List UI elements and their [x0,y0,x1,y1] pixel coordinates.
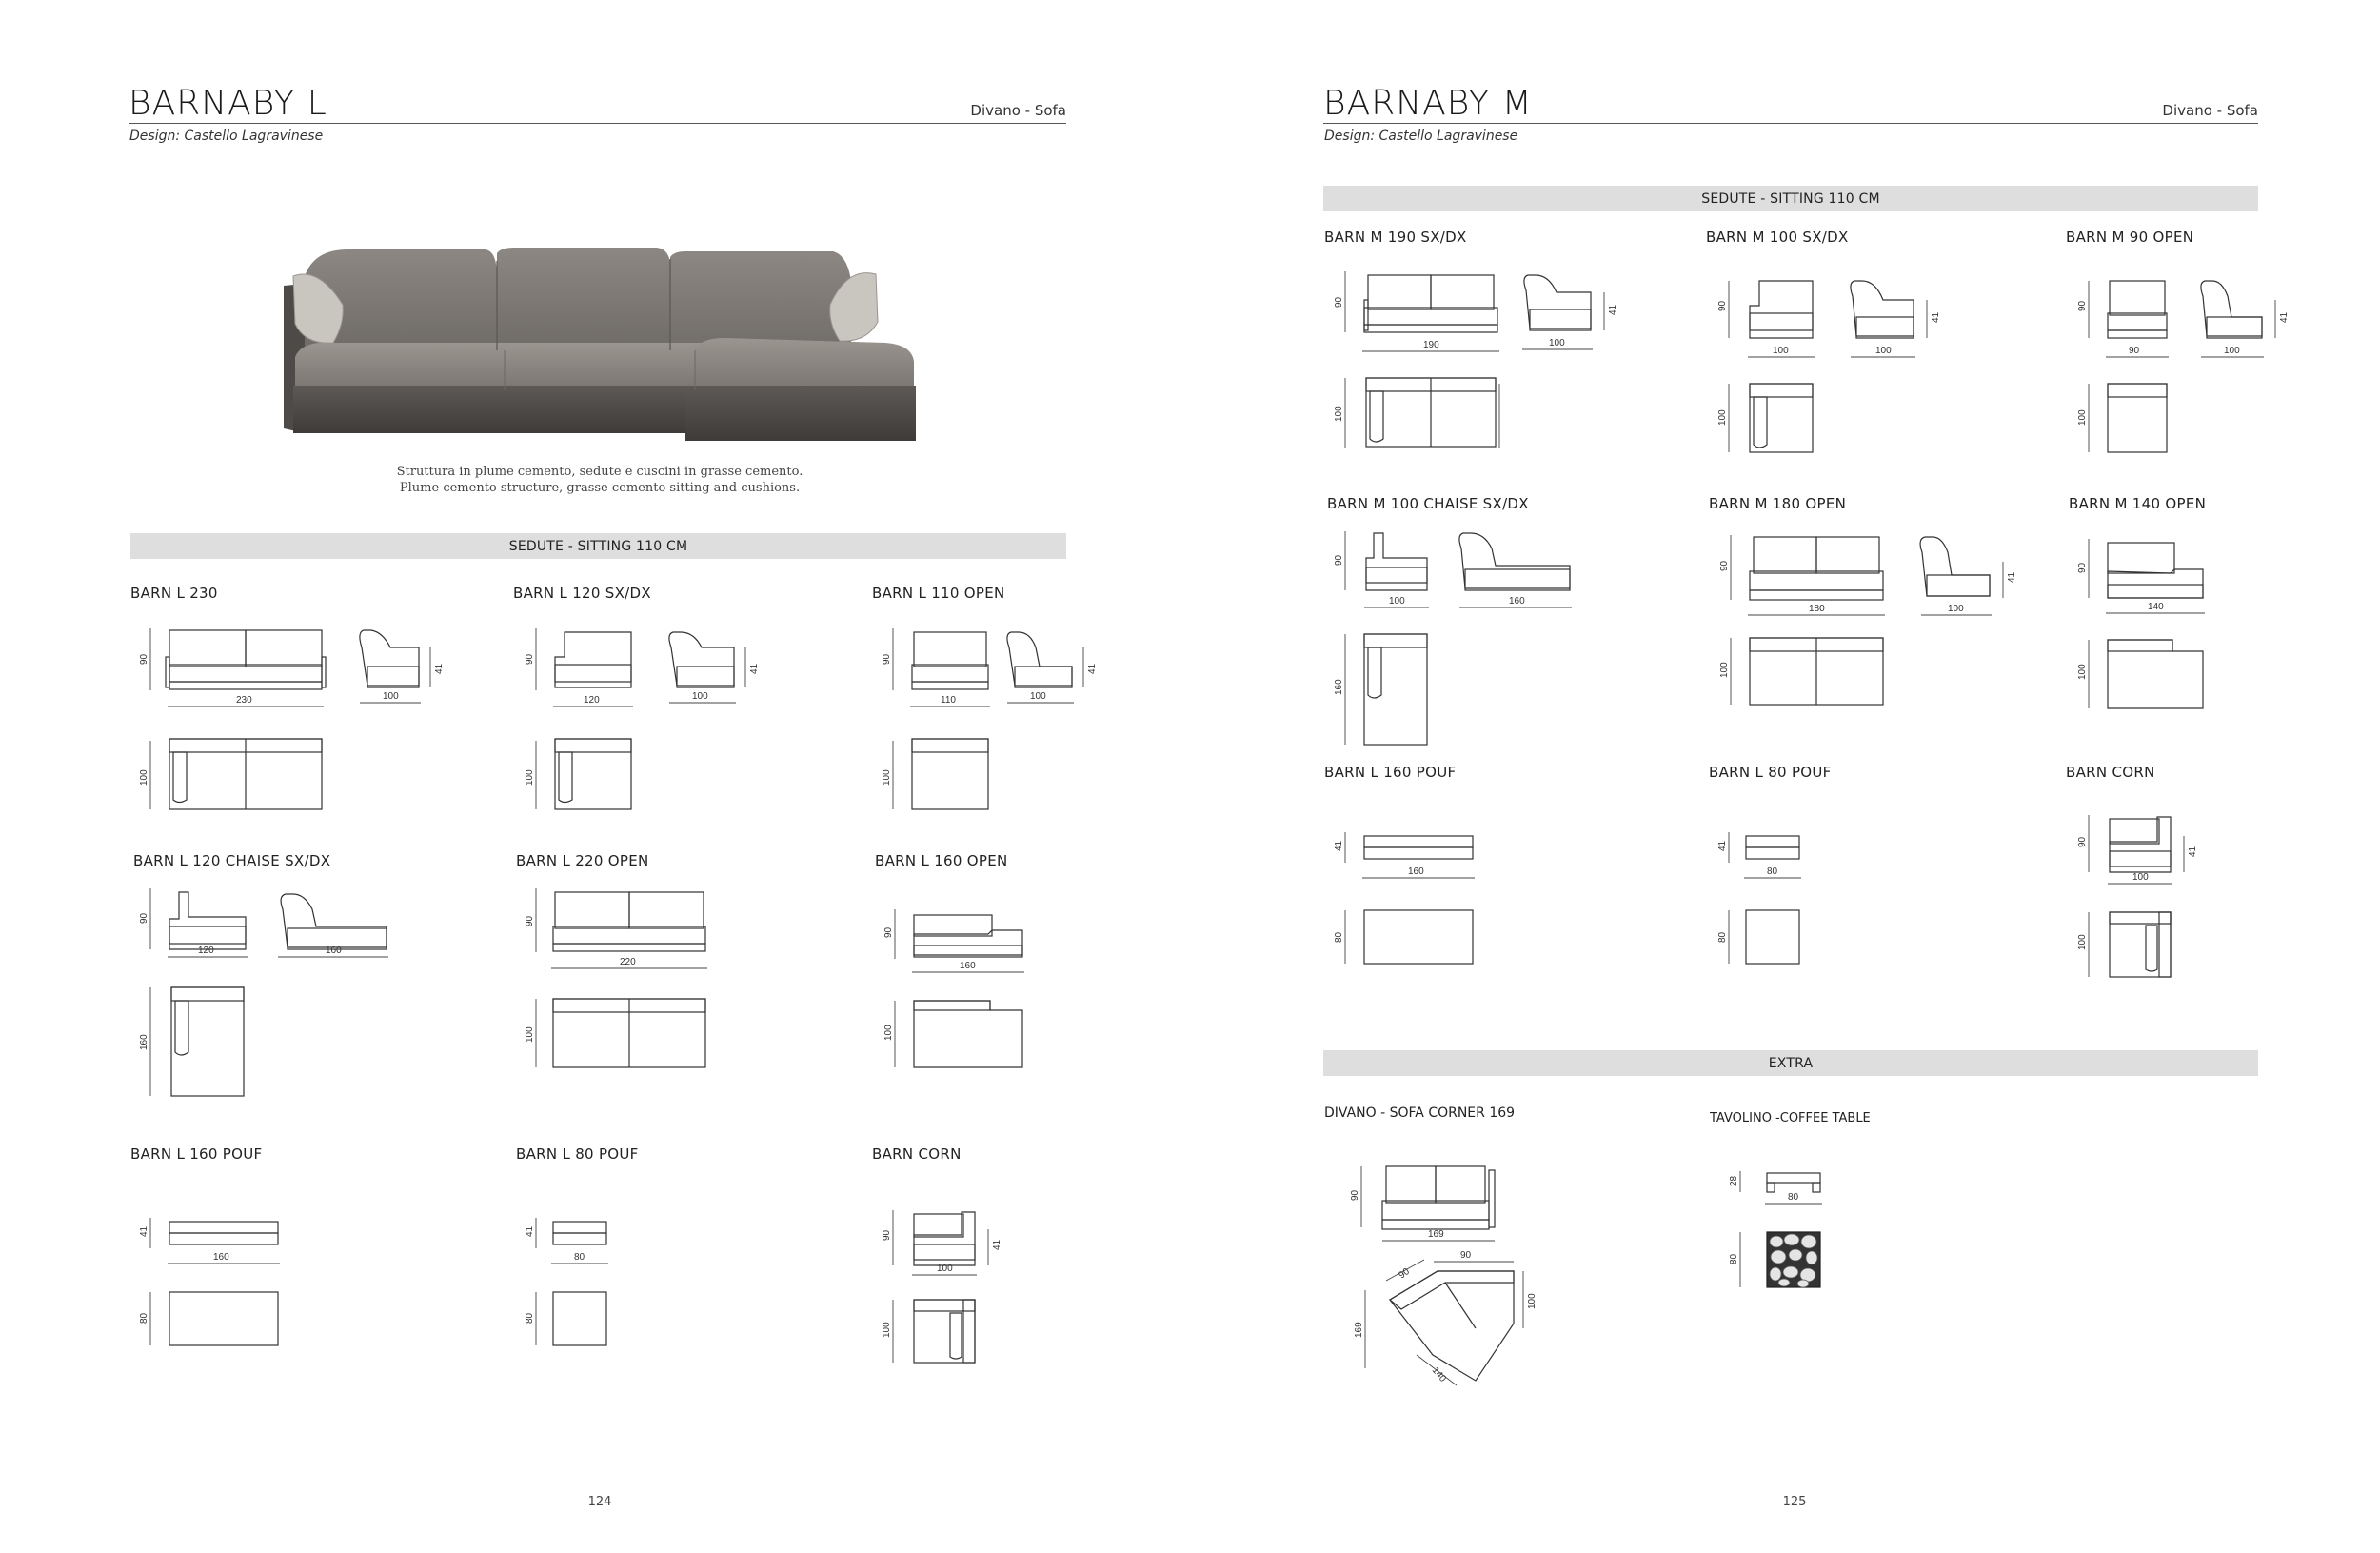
dim-label: 160 [960,961,976,971]
dim-label: 160 [213,1252,229,1263]
dim-label: 160 [1334,679,1344,695]
dim-label: 41 [434,663,445,674]
dim-label: 80 [574,1252,585,1263]
section-header-sitting: SEDUTE - SITTING 110 CM [1323,186,2258,211]
model-label: BARN L 80 POUF [516,1145,639,1163]
designer-label: Design: Castello Lagravinese [1324,129,1518,144]
dim-label: 90 [882,653,892,665]
dim-label: 100 [2224,346,2240,356]
dim-label: 90 [1717,300,1728,311]
dim-label: 190 [1423,340,1439,350]
dim-label: 180 [1809,604,1825,614]
dim-label: 90 [1350,1189,1360,1201]
dim-label: 90 [1334,554,1344,566]
page-number: 125 [1782,1495,1807,1509]
dim-label: 100 [1773,346,1789,356]
dim-label: 100 [1030,691,1046,702]
section-header-sitting: SEDUTE - SITTING 110 CM [130,533,1066,559]
dim-label: 41 [1717,840,1728,851]
dim-label: 90 [1460,1250,1472,1261]
dim-label: 100 [937,1264,953,1274]
model-label: BARN L 160 OPEN [875,852,1008,869]
dim-label: 160 [139,1034,149,1050]
dim-label: 169 [1354,1322,1364,1338]
dim-label: 100 [1717,409,1728,426]
dim-label: 100 [2077,664,2088,680]
model-label: BARN M 190 SX/DX [1324,229,1467,246]
dim-label: 41 [139,1225,149,1237]
category-label: Divano - Sofa [970,102,1066,119]
dim-label: 41 [992,1239,1002,1250]
technical-drawing [1328,524,1604,752]
model-label: BARN CORN [872,1145,962,1163]
technical-drawing [519,619,776,819]
technical-drawing [133,619,457,819]
model-label: BARN M 180 OPEN [1709,495,1847,512]
title-rule [1323,123,2258,124]
model-label: BARN L 80 POUF [1709,764,1832,781]
technical-drawing [1714,524,2037,724]
model-label: BARN L 120 SX/DX [513,585,651,602]
dim-label: 100 [525,1026,535,1043]
dim-label: 80 [1788,1192,1799,1203]
technical-drawing [876,619,1114,819]
model-label: BARN L 120 CHAISE SX/DX [133,852,331,869]
material-caption-it: Struttura in plume cemento, sedute e cuscini in grasse cemento. [396,465,803,479]
dim-label: 110 [941,695,956,706]
dim-label: 120 [584,695,600,706]
dim-label: 90 [1719,560,1730,571]
dim-label: 41 [2279,311,2290,323]
technical-drawing [876,1195,1066,1376]
technical-drawing [2072,800,2262,990]
dim-label: 90 [139,653,149,665]
dim-label: 90 [1397,1266,1412,1282]
technical-drawing [2072,524,2300,724]
dim-label: 90 [1334,296,1344,308]
dim-label: 100 [139,769,149,786]
dim-label: 90 [525,915,535,926]
material-caption-en: Plume cemento structure, grasse cemento sitting and cushions. [399,481,801,495]
dim-label: 80 [1717,931,1728,943]
dim-label: 140 [2148,602,2164,612]
extra-label: DIVANO - SOFA CORNER 169 [1324,1105,1516,1121]
dim-label: 41 [2007,571,2017,583]
dim-label: 28 [1729,1175,1739,1186]
dim-label: 100 [383,691,399,702]
model-label: BARN M 100 SX/DX [1706,229,1849,246]
dim-label: 100 [1719,662,1730,678]
dim-label: 80 [1767,866,1778,877]
dim-label: 160 [326,946,342,956]
dim-label: 80 [139,1312,149,1324]
dim-label: 100 [2077,409,2088,426]
model-label: BARN CORN [2066,764,2155,781]
dim-label: 41 [749,663,760,674]
dim-label: 90 [525,653,535,665]
dim-label: 100 [1527,1293,1537,1309]
technical-drawing [2072,262,2300,462]
technical-drawing [133,881,419,1109]
dim-label: 41 [525,1225,535,1237]
dim-label: 41 [1087,663,1098,674]
technical-drawing [1712,819,1864,971]
model-label: BARN L 230 [130,585,218,602]
dim-label: 41 [1608,304,1618,315]
model-label: BARN M 140 OPEN [2069,495,2207,512]
dim-label: 90 [2129,346,2140,356]
model-label: BARN L 160 POUF [130,1145,263,1163]
dim-label: 90 [2077,300,2088,311]
technical-drawing [133,1205,343,1357]
technical-drawing [1712,262,1969,462]
dim-label: 90 [883,926,894,938]
dim-label: 90 [139,912,149,924]
model-label: BARN L 220 OPEN [516,852,649,869]
dim-label: 100 [692,691,708,702]
dim-label: 41 [1931,311,1941,323]
dim-label: 80 [1729,1253,1739,1264]
dim-label: 100 [1549,338,1565,348]
model-label: BARN M 100 CHAISE SX/DX [1327,495,1529,512]
dim-label: 100 [525,769,535,786]
dim-label: 100 [1389,596,1405,607]
technical-drawing [1328,262,1642,462]
designer-label: Design: Castello Lagravinese [129,129,324,144]
dim-label: 160 [1408,866,1424,877]
dim-label: 100 [1334,406,1344,422]
dim-label: 90 [2077,836,2088,847]
technical-drawing [1723,1162,1837,1304]
dim-label: 100 [1875,346,1892,356]
dim-label: 100 [1948,604,1964,614]
dim-label: 160 [1509,596,1525,607]
technical-drawing [519,881,747,1081]
dim-label: 140 [1429,1364,1448,1384]
technical-drawing [878,881,1106,1081]
dim-label: 230 [236,695,252,706]
model-label: BARN L 160 POUF [1324,764,1457,781]
page-title: BARNABY L [129,84,327,123]
dim-label: 220 [620,957,636,967]
page-number: 124 [587,1495,612,1509]
dim-label: 100 [882,769,892,786]
extra-label: TAVOLINO -COFFEE TABLE [1710,1111,1871,1125]
sofa-photo [276,238,923,443]
technical-drawing [519,1205,671,1357]
dim-label: 169 [1428,1229,1444,1240]
dim-label: 100 [882,1322,892,1338]
dim-label: 100 [2132,872,2149,883]
dim-label: 100 [883,1025,894,1041]
dim-label: 80 [1334,931,1344,943]
section-header-extra: EXTRA [1323,1050,2258,1076]
dim-label: 90 [2077,562,2088,573]
dim-label: 90 [882,1229,892,1241]
technical-drawing [1333,1147,1552,1404]
page-title: BARNABY M [1323,84,1533,123]
dim-label: 120 [198,946,214,956]
technical-drawing [1328,819,1537,971]
model-label: BARN L 110 OPEN [872,585,1005,602]
dim-label: 41 [1334,840,1344,851]
category-label: Divano - Sofa [2162,102,2258,119]
dim-label: 100 [2077,934,2088,950]
model-label: BARN M 90 OPEN [2066,229,2194,246]
title-rule [129,123,1066,124]
dim-label: 41 [2188,846,2198,857]
dim-label: 80 [525,1312,535,1324]
